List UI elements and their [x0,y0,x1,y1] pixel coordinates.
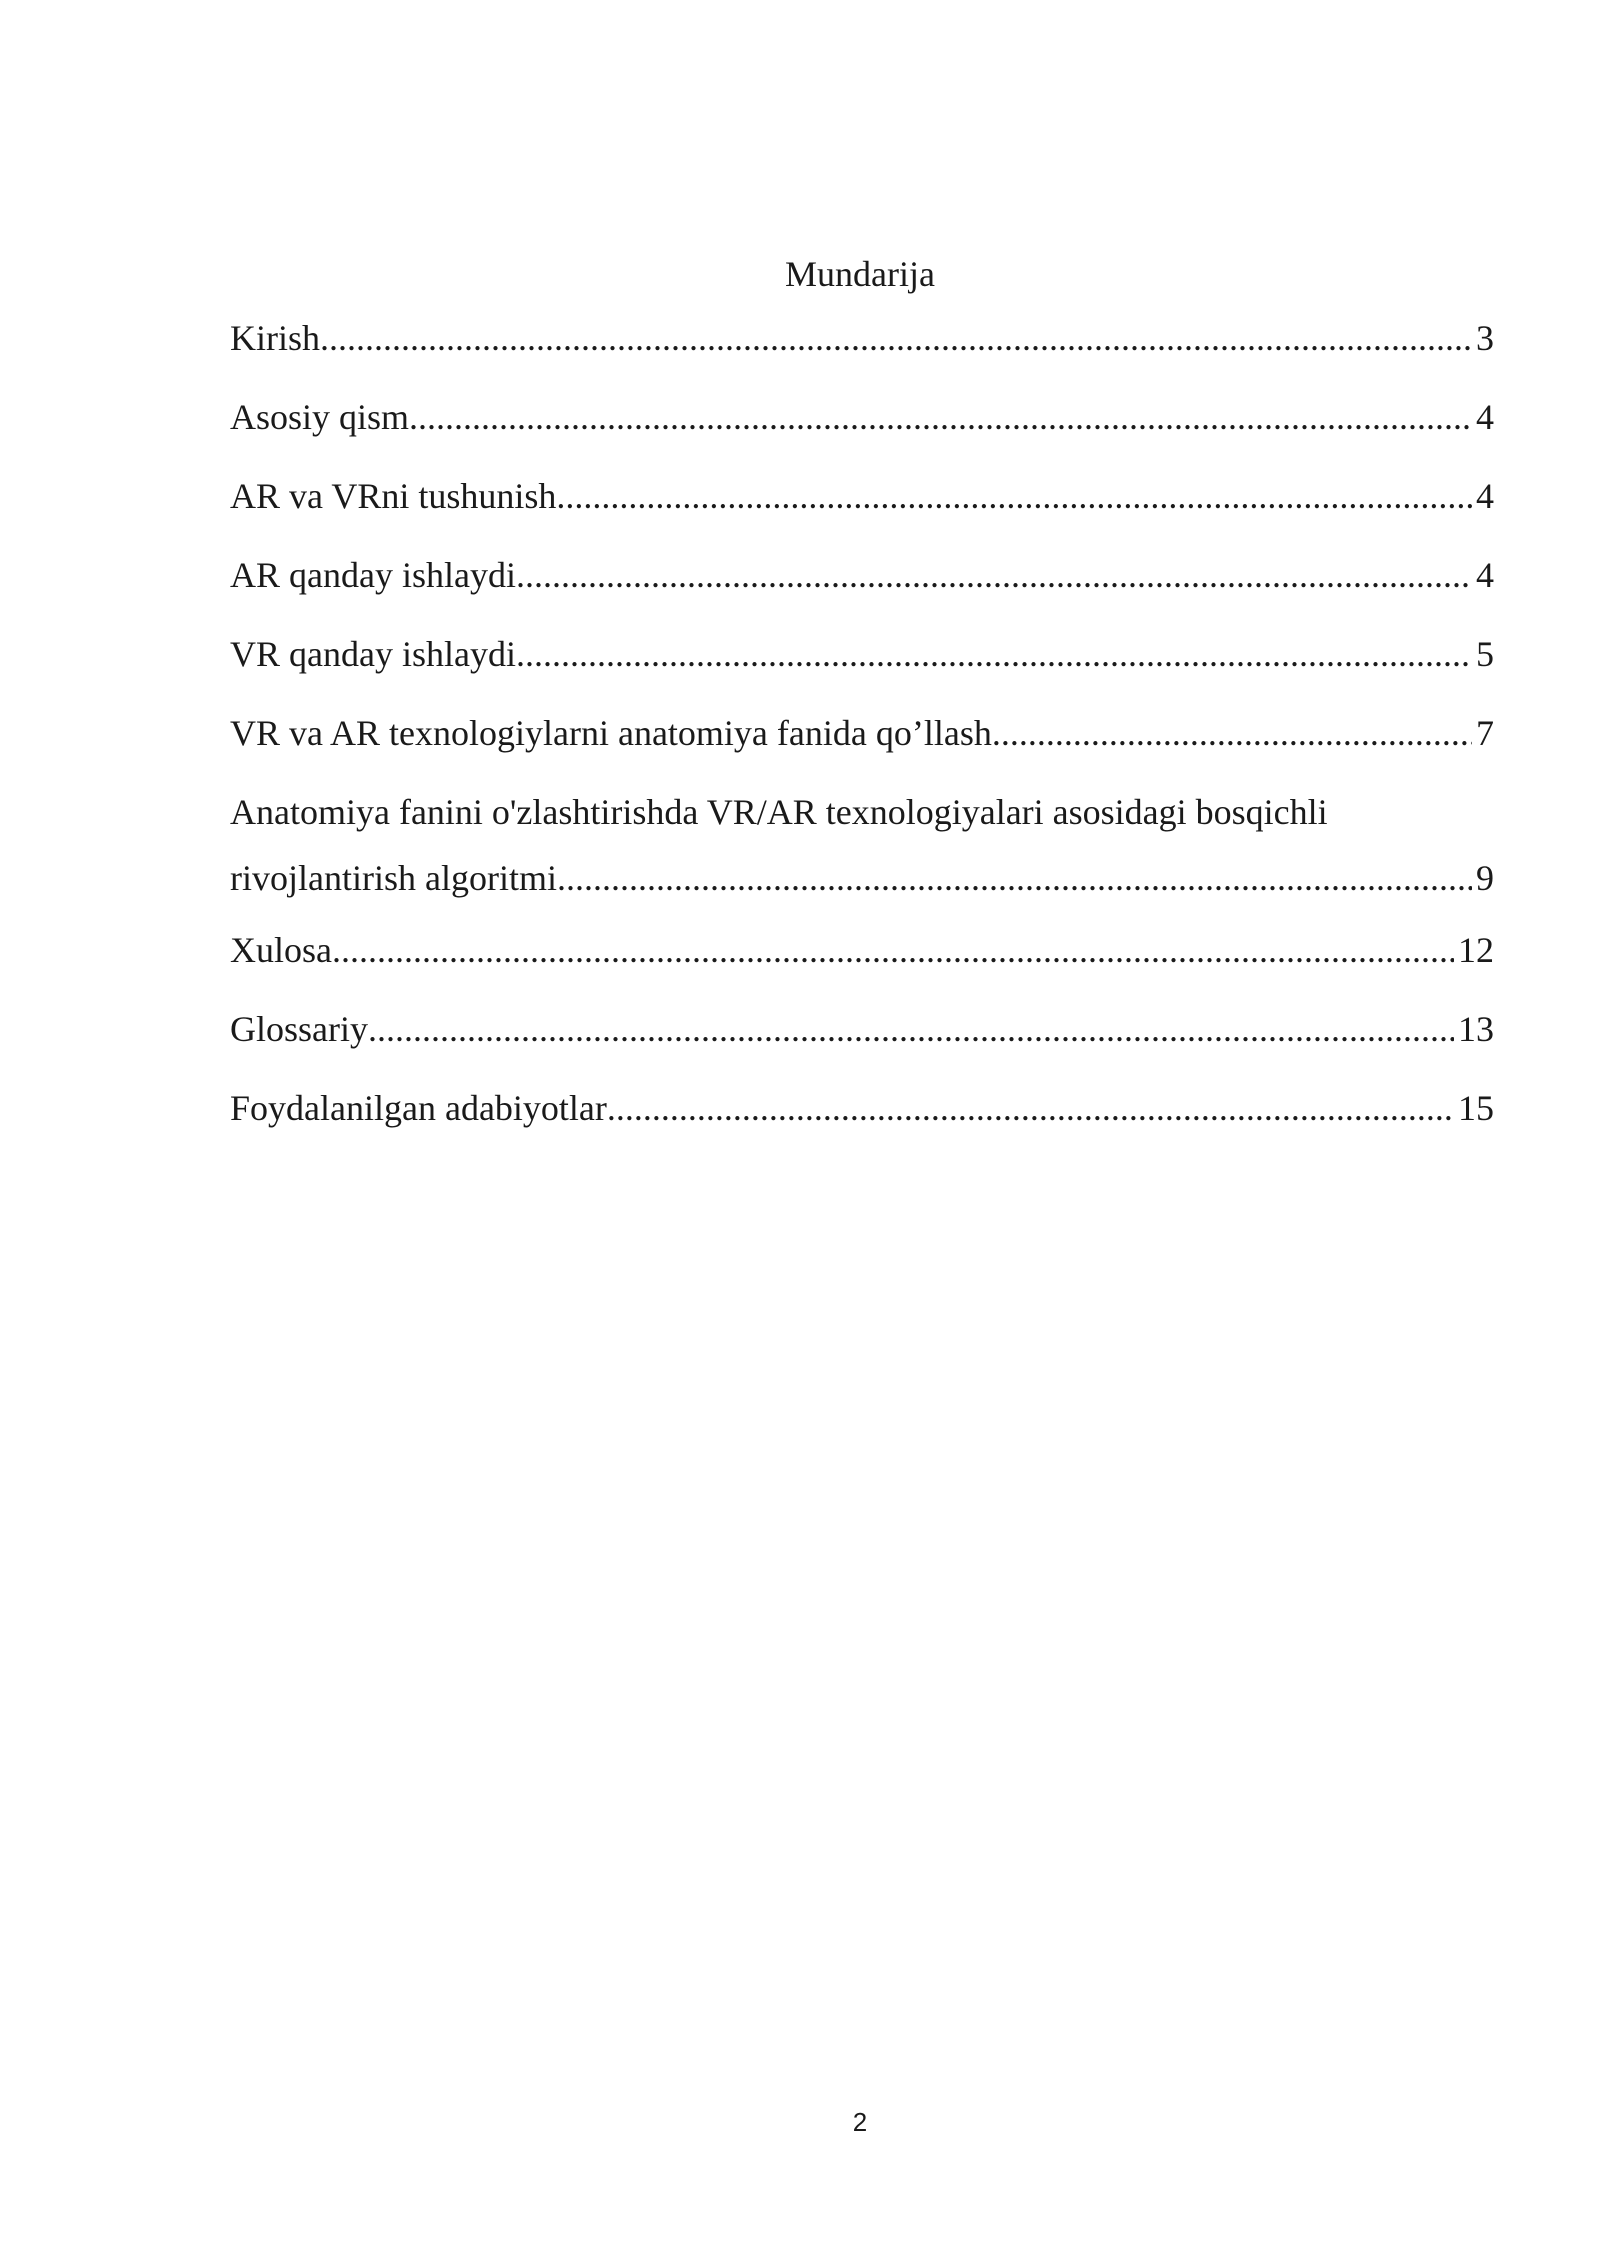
toc-entry-page: 7 [1476,713,1494,753]
dot-leader [607,1082,1454,1134]
toc-entry-foydalanilgan-adabiyotlar[interactable] [230,1082,1494,1134]
toc-entry-page: 4 [1476,397,1494,437]
toc-entry-page: 3 [1476,318,1494,358]
toc-entry-page: 9 [1476,858,1494,898]
toc-entry-label: Foydalanilgan adabiyotlar [230,1088,607,1128]
toc-title: Mundarija [785,254,935,294]
toc-entry-page: 15 [1458,1088,1494,1128]
toc-entry-label: AR qanday ishlaydi [230,555,516,595]
toc-entry-page: 13 [1458,1009,1494,1049]
toc-entry-vr-va-ar-anatomiya[interactable] [230,707,1494,759]
toc-entry-page: 4 [1476,555,1494,595]
toc-entry-page: 5 [1476,634,1494,674]
toc-entry-xulosa[interactable] [230,924,1494,976]
toc-entry-label: Asosiy qism [230,397,410,437]
toc-entry-label: AR va VRni tushunish [230,476,557,516]
toc-entry-label: VR va AR texnologiylarni anatomiya fanida qo’llash [230,713,992,753]
dot-leader [409,391,1472,443]
toc-entry-label: Xulosa [230,930,332,970]
toc-entry-bosqichli-algoritm[interactable] [230,779,1494,911]
dot-leader [556,470,1472,522]
toc-entry-label: Glossariy [230,1009,368,1049]
toc-entry-ar-va-vrni-tushunish[interactable] [230,470,1494,522]
toc-entry-kirish[interactable] [230,312,1494,364]
dot-leader [992,707,1472,759]
page-number: 2 [852,2107,868,2137]
dot-leader [557,845,1472,911]
dot-leader [516,549,1472,601]
dot-leader [332,924,1454,976]
toc-entry-label: Kirish [230,318,320,358]
toc-entry-glossariy[interactable] [230,1003,1494,1055]
toc-entry-label-line2: rivojlantirish algoritmi [230,858,557,898]
toc-entry-ar-qanday-ishlaydi[interactable] [230,549,1494,601]
toc-entry-page: 12 [1458,930,1494,970]
toc-entry-asosiy-qism[interactable] [230,391,1494,443]
table-of-contents [230,312,1494,1161]
toc-entry-label-line1: Anatomiya fanini o'zlashtirishda VR/AR texnologiyalari asosidagi bosqichli [230,792,1328,832]
toc-entry-line2 [230,845,1494,911]
dot-leader [368,1003,1454,1055]
toc-entry-vr-qanday-ishlaydi[interactable] [230,628,1494,680]
toc-entry-page: 4 [1476,476,1494,516]
toc-entry-label: VR qanday ishlaydi [230,634,516,674]
dot-leader [516,628,1472,680]
dot-leader [320,312,1472,364]
